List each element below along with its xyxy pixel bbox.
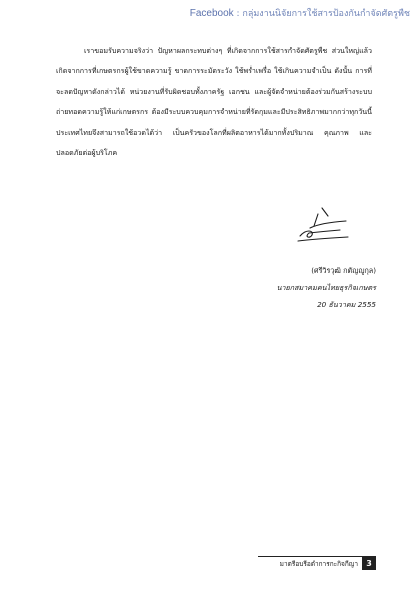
page-header <box>190 6 410 20</box>
signer-role: นายกสมาคมคนไทยธุรกิจเกษตร <box>276 283 376 292</box>
signer-date: 20 ธันวาคม 2555 <box>317 300 376 309</box>
header-separator: : <box>233 9 243 19</box>
facebook-label: Facebook <box>189 8 234 19</box>
page-number: 3 <box>362 556 376 570</box>
body-text <box>56 41 372 163</box>
body-paragraph: เราขอมรับความจริงว่า ปัญหาผลกระทบต่างๆ ที่เกิดจากการใช้สารกำจัดศัตรูพืช ส่วนใหญ่แล้วเกิดจากการที่เกษตรกรผู้ใช้ขาดความรู้ ขาดการระมัดระวัง ใช้พร่ำเพรื่อ ใช้เกินความจำเป็น ดังนั้น การที่จะลดปัญหาดังกล่าวได้ หน่วยงานที่รับผิดชอบทั้งภาครัฐ เอกชน และผู้จัดจำหน่ายต้องร่วมกันสร้างระบบถ่ายทอดความรู้ให้แก่เกษตรกร ต้องมีระบบควบคุมการจำหน่ายที่รัดกุมและมีประสิทธิภาพมากกว่าทุกวันนี้ ประเทศไทยจึงสามารถใช้อวดได้ว่า เป็นครัวของโลกที่ผลิตอาหารได้มากทั้งปริมาณ คุณภาพ และปลอดภัยต่อผู้บริโภค <box>56 46 372 158</box>
signature-image <box>288 204 352 250</box>
signer-name: (ศรีวิรวุฒิ กตัญญูกุล) <box>311 266 376 275</box>
page-footer <box>258 556 376 570</box>
footer-title: มาตรีอบรีอตำการกะกิจกีญา <box>258 556 362 570</box>
signer-block <box>226 262 376 313</box>
group-name: กลุ่มงานนิจัยการใช้สารป้องกันกำจัดศัตรูพืช <box>242 9 410 19</box>
